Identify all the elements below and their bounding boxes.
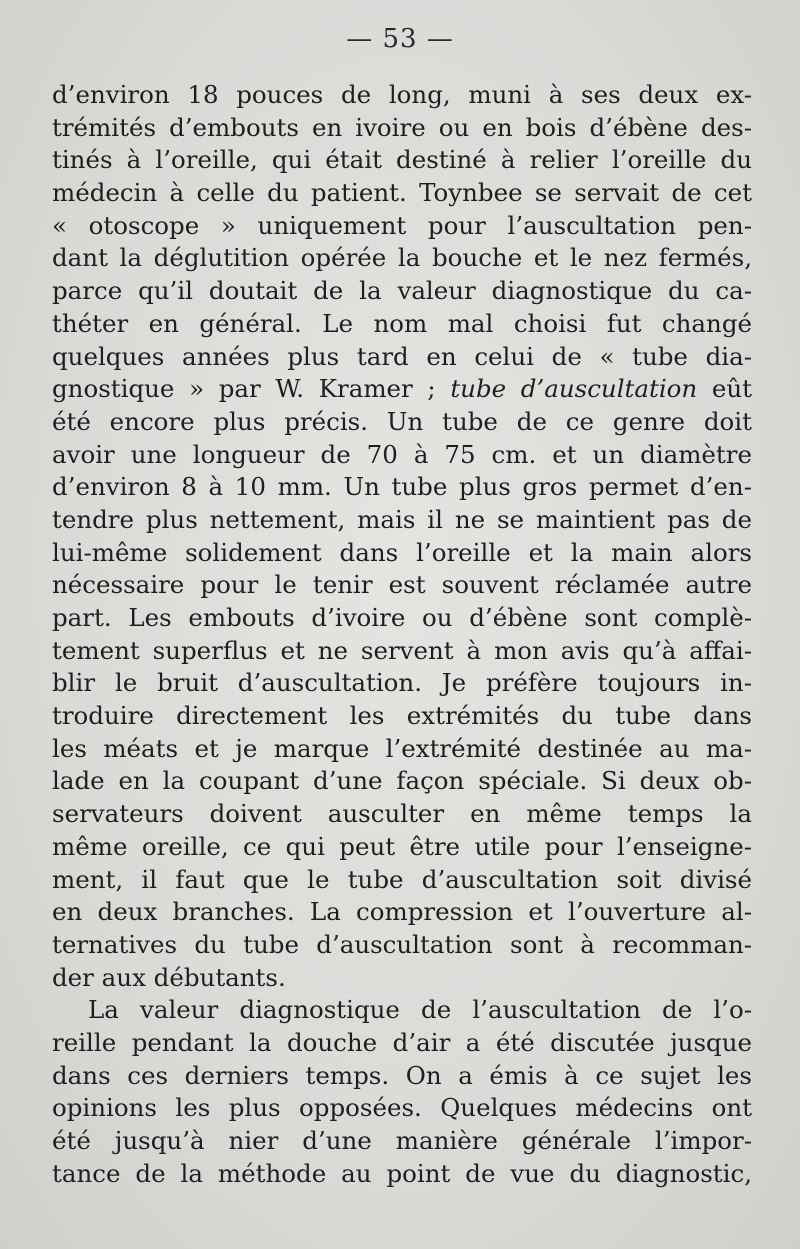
text-line: tement superflus et ne servent à mon avis qu’à affai- — [52, 635, 752, 665]
text-line: « otoscope » uniquement pour l’auscultation pen- — [52, 210, 752, 240]
text-line: opinions les plus opposées. Quelques médecins ont — [52, 1093, 752, 1123]
text-line: été encore plus précis. Un tube de ce genre doit — [52, 406, 752, 436]
text-line: dant la déglutition opérée la bouche et le nez fermés, — [52, 243, 752, 273]
text-line: d’environ 18 pouces de long, muni à ses deux ex- — [52, 80, 752, 109]
text-segment: gnostique » par W. Kramer ; — [52, 374, 436, 404]
text-line: parce qu’il doutait de la valeur diagnostique du ca- — [52, 276, 752, 306]
text-line: avoir une longueur de 70 à 75 cm. et un diamètre — [52, 439, 752, 469]
text-line: part. Les embouts d’ivoire ou d’ébène sont complè- — [52, 603, 752, 632]
text-line: en deux branches. La compression et l’ouverture al- — [52, 897, 752, 927]
text-line: tinés à l’oreille, qui était destiné à relier l’oreille du — [52, 145, 752, 175]
text-line: même oreille, ce qui peut être utile pour l’enseigne- — [52, 831, 752, 861]
text-line: ment, il faut que le tube d’auscultation soit divisé — [52, 864, 752, 894]
text-line: reille pendant la douche d’air a été discutée jusque — [52, 1027, 752, 1057]
text-line: ternatives du tube d’auscultation sont à recomman- — [52, 929, 752, 959]
paragraph-start-line: La valeur diagnostique de l’auscultation de l’o- — [88, 995, 752, 1025]
text-line: nécessaire pour le tenir est souvent réclamée autre — [52, 570, 752, 600]
text-line: blir le bruit d’auscultation. Je préfère toujours in- — [52, 668, 752, 698]
italic-term: tube d’auscultation — [450, 374, 698, 404]
page-number-header: — 53 — — [346, 24, 454, 54]
body-text — [52, 79, 752, 1190]
text-line: servateurs doivent ausculter en même temps la — [52, 799, 752, 829]
text-line: médecin à celle du patient. Toynbee se servait de cet — [52, 178, 752, 208]
text-line: lade en la coupant d’une façon spéciale. Si deux ob- — [52, 766, 752, 796]
text-line: quelques années plus tard en celui de « tube dia- — [52, 341, 752, 371]
text-line: tendre plus nettement, mais il ne se maintient pas de — [52, 504, 752, 534]
text-line: dans ces derniers temps. On a émis à ce sujet les — [52, 1060, 752, 1090]
text-line: d’environ 8 à 10 mm. Un tube plus gros permet d’en- — [52, 472, 752, 502]
text-segment: eût — [711, 374, 752, 404]
text-line: trémités d’embouts en ivoire ou en bois d’ébène des- — [52, 112, 752, 142]
text-line: théter en général. Le nom mal choisi fut changé — [52, 308, 752, 338]
text-line: troduire directement les extrémités du tube dans — [52, 701, 752, 731]
paragraph-end-line: der aux débutants. — [52, 962, 286, 992]
text-line: tance de la méthode au point de vue du diagnostic, — [52, 1158, 752, 1188]
text-line: été jusqu’à nier d’une manière générale l’impor- — [52, 1126, 752, 1155]
text-line: les méats et je marque l’extrémité destinée au ma- — [52, 733, 752, 763]
text-line: lui-même solidement dans l’oreille et la main alors — [52, 537, 752, 567]
text-line-mixed — [52, 373, 752, 406]
